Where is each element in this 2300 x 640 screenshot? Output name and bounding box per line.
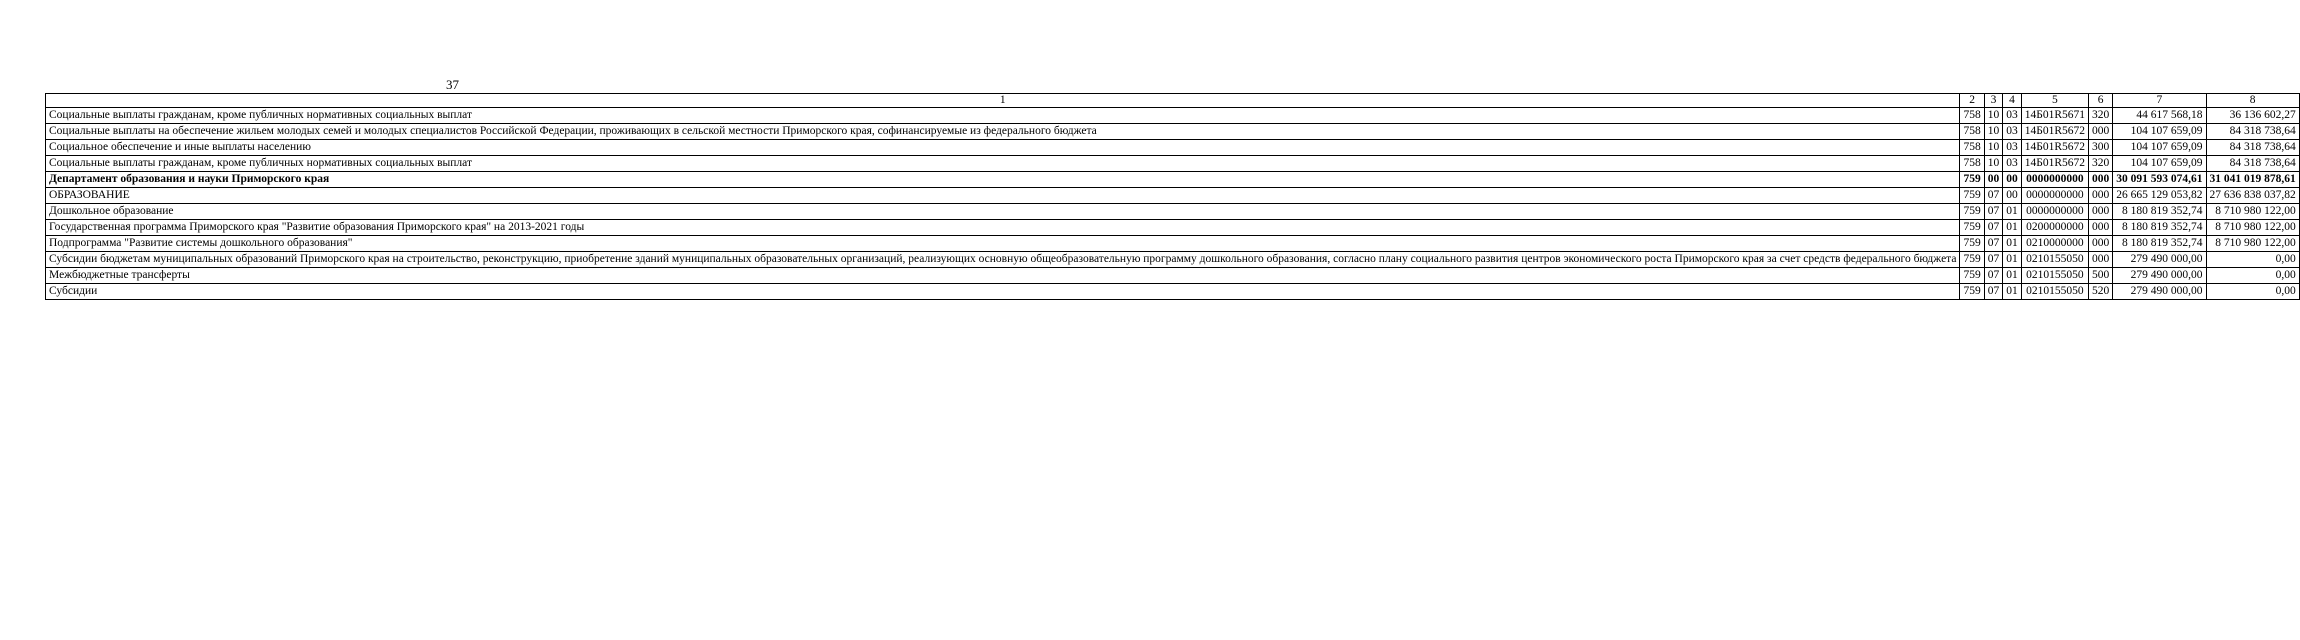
section-code-cell: 00 [1984,172,2003,188]
subsection-code-cell: 01 [2003,204,2022,220]
table-row [46,124,2300,140]
row-name-cell: Социальные выплаты гражданам, кроме публичных нормативных социальных выплат [46,156,1960,172]
table-row [46,204,2300,220]
subsection-code-cell: 00 [2003,188,2022,204]
table-row [46,108,2300,124]
table-row [46,172,2300,188]
column-header: 2 [1960,94,1984,108]
section-code-cell: 10 [1984,108,2003,124]
target-article-cell: 14Б01R5672 [2021,156,2088,172]
section-code-cell: 10 [1984,140,2003,156]
expense-type-cell: 300 [2089,140,2113,156]
expense-type-cell: 320 [2089,108,2113,124]
ministry-code-cell: 759 [1960,236,1984,252]
subsection-code-cell: 01 [2003,252,2022,268]
row-name-cell: Субсидии [46,284,1960,300]
row-name-cell: Социальные выплаты на обеспечение жильем молодых семей и молодых специалистов Российской Федерации, проживающих в сельской местности Приморского края, софинансируемые из федерального бюджета [46,124,1960,140]
ministry-code-cell: 759 [1960,188,1984,204]
row-name-cell: Межбюджетные трансферты [46,268,1960,284]
expense-type-cell: 000 [2089,220,2113,236]
subsection-code-cell: 01 [2003,236,2022,252]
target-article-cell: 14Б01R5672 [2021,124,2088,140]
expense-type-cell: 000 [2089,236,2113,252]
table-row [46,268,2300,284]
row-name-cell: Социальное обеспечение и иные выплаты населению [46,140,1960,156]
section-code-cell: 07 [1984,268,2003,284]
ministry-code-cell: 758 [1960,156,1984,172]
ministry-code-cell: 759 [1960,252,1984,268]
subsection-code-cell: 01 [2003,220,2022,236]
page-number: 37 [446,77,459,92]
amount-year1-cell: 279 490 000,00 [2113,284,2206,300]
amount-year2-cell: 8 710 980 122,00 [2206,220,2299,236]
amount-year2-cell: 84 318 738,64 [2206,156,2299,172]
amount-year1-cell: 104 107 659,09 [2113,140,2206,156]
expense-type-cell: 000 [2089,188,2113,204]
section-code-cell: 07 [1984,236,2003,252]
amount-year2-cell: 0,00 [2206,284,2299,300]
row-name-cell: Дошкольное образование [46,204,1960,220]
expense-type-cell: 000 [2089,204,2113,220]
amount-year1-cell: 104 107 659,09 [2113,124,2206,140]
section-code-cell: 10 [1984,156,2003,172]
column-header: 3 [1984,94,2003,108]
section-code-cell: 07 [1984,220,2003,236]
expense-type-cell: 000 [2089,124,2113,140]
table-row [46,284,2300,300]
amount-year1-cell: 104 107 659,09 [2113,156,2206,172]
table-row [46,236,2300,252]
ministry-code-cell: 759 [1960,204,1984,220]
column-header: 4 [2003,94,2022,108]
ministry-code-cell: 759 [1960,284,1984,300]
amount-year1-cell: 44 617 568,18 [2113,108,2206,124]
expense-type-cell: 520 [2089,284,2113,300]
row-name-cell: Подпрограмма "Развитие системы дошкольного образования" [46,236,1960,252]
expense-type-cell: 320 [2089,156,2113,172]
row-name-cell: Государственная программа Приморского края "Развитие образования Приморского края" на 2013-2021 годы [46,220,1960,236]
expense-type-cell: 000 [2089,172,2113,188]
target-article-cell: 0000000000 [2021,188,2088,204]
target-article-cell: 0210155050 [2021,284,2088,300]
ministry-code-cell: 759 [1960,220,1984,236]
amount-year1-cell: 279 490 000,00 [2113,252,2206,268]
column-header: 1 [46,94,1960,108]
column-header: 6 [2089,94,2113,108]
ministry-code-cell: 759 [1960,268,1984,284]
amount-year2-cell: 8 710 980 122,00 [2206,204,2299,220]
amount-year1-cell: 26 665 129 053,82 [2113,188,2206,204]
table-row [46,156,2300,172]
target-article-cell: 14Б01R5672 [2021,140,2088,156]
ministry-code-cell: 758 [1960,140,1984,156]
section-code-cell: 10 [1984,124,2003,140]
amount-year2-cell: 36 136 602,27 [2206,108,2299,124]
table-row [46,140,2300,156]
target-article-cell: 0210155050 [2021,252,2088,268]
target-article-cell: 0210000000 [2021,236,2088,252]
amount-year1-cell: 30 091 593 074,61 [2113,172,2206,188]
amount-year2-cell: 84 318 738,64 [2206,124,2299,140]
ministry-code-cell: 759 [1960,172,1984,188]
section-code-cell: 07 [1984,204,2003,220]
amount-year2-cell: 0,00 [2206,268,2299,284]
subsection-code-cell: 03 [2003,124,2022,140]
budget-table [45,93,2300,300]
amount-year1-cell: 8 180 819 352,74 [2113,204,2206,220]
row-name-cell: Субсидии бюджетам муниципальных образований Приморского края на строительство, реконструкцию, приобретение зданий муниципальных образовательных организаций, реализующих основную общеобразовательную программу дошкольного образования, согласно плану социального развития центров экономического роста Приморского края за счет средств федерального бюджета [46,252,1960,268]
section-code-cell: 07 [1984,252,2003,268]
target-article-cell: 0000000000 [2021,204,2088,220]
subsection-code-cell: 03 [2003,156,2022,172]
amount-year2-cell: 31 041 019 878,61 [2206,172,2299,188]
amount-year1-cell: 279 490 000,00 [2113,268,2206,284]
subsection-code-cell: 01 [2003,268,2022,284]
expense-type-cell: 500 [2089,268,2113,284]
subsection-code-cell: 03 [2003,140,2022,156]
amount-year2-cell: 8 710 980 122,00 [2206,236,2299,252]
row-name-cell: Социальные выплаты гражданам, кроме публичных нормативных социальных выплат [46,108,1960,124]
target-article-cell: 14Б01R5671 [2021,108,2088,124]
column-header: 7 [2113,94,2206,108]
target-article-cell: 0200000000 [2021,220,2088,236]
amount-year2-cell: 27 636 838 037,82 [2206,188,2299,204]
amount-year1-cell: 8 180 819 352,74 [2113,220,2206,236]
subsection-code-cell: 00 [2003,172,2022,188]
header-row [46,94,2300,108]
target-article-cell: 0210155050 [2021,268,2088,284]
ministry-code-cell: 758 [1960,124,1984,140]
section-code-cell: 07 [1984,284,2003,300]
subsection-code-cell: 01 [2003,284,2022,300]
amount-year2-cell: 84 318 738,64 [2206,140,2299,156]
column-header: 5 [2021,94,2088,108]
column-header: 8 [2206,94,2299,108]
amount-year1-cell: 8 180 819 352,74 [2113,236,2206,252]
subsection-code-cell: 03 [2003,108,2022,124]
row-name-cell: Департамент образования и науки Приморского края [46,172,1960,188]
amount-year2-cell: 0,00 [2206,252,2299,268]
expense-type-cell: 000 [2089,252,2113,268]
table-row [46,188,2300,204]
target-article-cell: 0000000000 [2021,172,2088,188]
row-name-cell: ОБРАЗОВАНИЕ [46,188,1960,204]
table-row [46,252,2300,268]
section-code-cell: 07 [1984,188,2003,204]
ministry-code-cell: 758 [1960,108,1984,124]
table-row [46,220,2300,236]
